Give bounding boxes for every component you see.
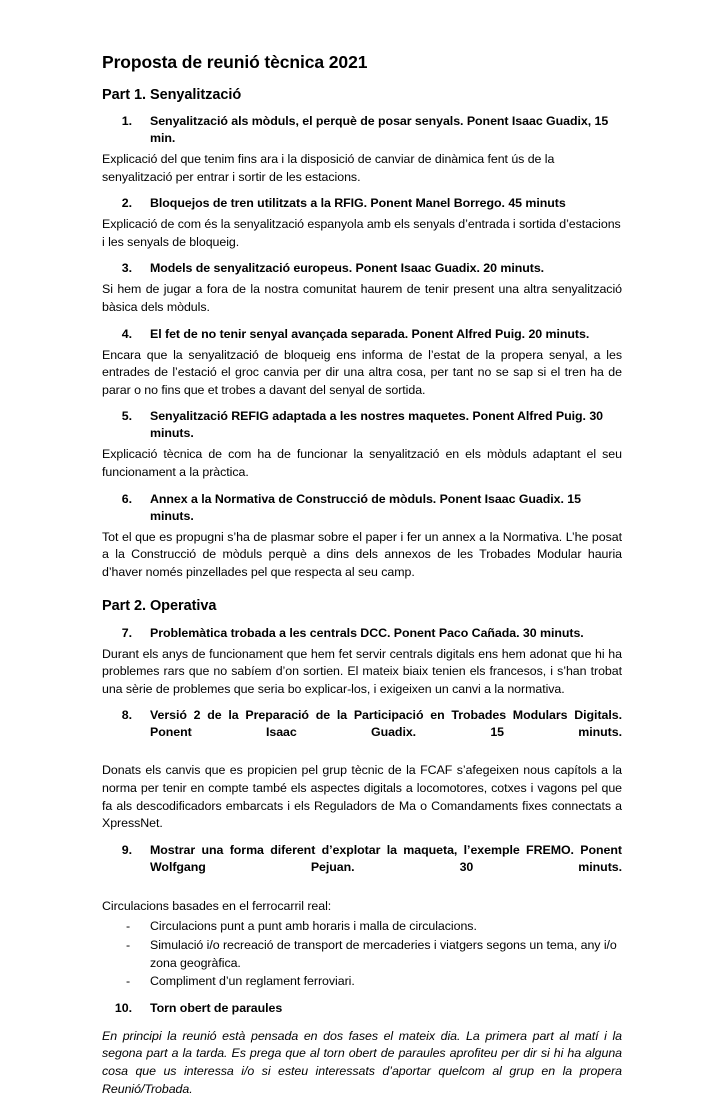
agenda-item-4 xyxy=(102,326,622,343)
agenda-item-9-description: Circulacions basades en el ferrocarril real: xyxy=(102,898,332,913)
agenda-item-7-number: 7. xyxy=(121,625,132,640)
circulations-sublist xyxy=(102,918,622,990)
agenda-item-4-description: Encara que la senyalització de bloqueig ens informa de l’estat de la propera senyal, a les entrades de l’estació el groc canvia per dir una altra cosa, per tant no se sap si el tren ha de parar o no fins que et trobes a davant del senyal de sortida. xyxy=(102,347,622,397)
agenda-item-1-title: Senyalització als mòduls, el perquè de posar senyals. Ponent Isaac Guadix, 15 min. xyxy=(150,114,609,145)
agenda-item-6-description: Tot el que es propugni s’ha de plasmar sobre el paper i fer un annex a la Normativa. L’he posat a la Construcció de mòduls perquè a dins dels annexos de les Trobades Modular hauria d’haver només pinzellades pel que respecta al seu camp. xyxy=(102,529,622,579)
agenda-item-7-description: Durant els anys de funcionament que hem fet servir centrals digitals ens hem adonat que hi ha problemes rars que no sabíem d’on sortien. El mateix biaix tenien els francesos, i s’han trobat una sèrie de problemes que seria bo explicar-los, i exigeixen un canvi a la normativa. xyxy=(102,646,622,696)
agenda-item-5-description: Explicació tècnica de com ha de funcionar la senyalització en els mòduls adaptant el seu funcionament a la pràctica. xyxy=(102,447,622,479)
dash-bullet-icon: - xyxy=(126,919,131,934)
agenda-item-4-title: El fet de no tenir senyal avançada separada. Ponent Alfred Puig. 20 minuts. xyxy=(150,326,590,341)
dash-bullet-icon: - xyxy=(126,937,131,952)
agenda-item-2-title: Bloquejos de tren utilitzats a la RFIG. Ponent Manel Borrego. 45 minuts xyxy=(150,196,566,211)
document-content xyxy=(102,52,622,1098)
list-item xyxy=(102,937,622,972)
agenda-item-10 xyxy=(102,1000,622,1017)
agenda-item-3 xyxy=(102,260,622,277)
agenda-item-8-number: 8. xyxy=(121,708,132,723)
agenda-item-5-title: Senyalització REFIG adaptada a les nostres maquetes. Ponent Alfred Puig. 30 minuts. xyxy=(150,409,603,441)
agenda-item-6-title: Annex a la Normativa de Construcció de mòduls. Ponent Isaac Guadix. 15 minuts. xyxy=(150,491,581,523)
agenda-item-3-title: Models de senyalització europeus. Ponent Isaac Guadix. 20 minuts. xyxy=(150,261,545,276)
agenda-item-2 xyxy=(102,195,622,212)
list-item xyxy=(102,918,622,936)
list-item-label: Compliment d’un reglament ferroviari. xyxy=(150,974,355,989)
agenda-item-6 xyxy=(102,491,622,525)
section-heading-part-2: Part 2. Operativa xyxy=(102,598,217,615)
agenda-item-9-number: 9. xyxy=(121,842,132,857)
agenda-item-9-title: Mostrar una forma diferent d’explotar la maqueta, l’exemple FREMO. Ponent Wolfgang Pejuan. 30 minuts. xyxy=(150,842,622,874)
agenda-item-2-number: 2. xyxy=(121,196,132,211)
agenda-item-5-number: 5. xyxy=(121,409,132,424)
agenda-item-2-description: Explicació de com és la senyalització espanyola amb els senyals d’entrada i sortida d’estacions i les senyals de bloqueig. xyxy=(102,217,621,249)
agenda-item-1 xyxy=(102,113,622,147)
list-item-label: Circulacions punt a punt amb horaris i malla de circulacions. xyxy=(150,919,477,934)
agenda-item-3-number: 3. xyxy=(121,261,132,276)
closing-note: En principi la reunió està pensada en dos fases el mateix dia. La primera part al matí i la segona part a la tarda. Es prega que al torn obert de paraules aprofiteu per dir si hi ha alguna cosa que us interessa i/o si esteu interessats d’aportar quelcom al grup en la propera Reunió/Trobada. xyxy=(102,1028,622,1096)
section-heading-part-1: Part 1. Senyalització xyxy=(102,86,242,103)
agenda-item-1-number: 1. xyxy=(121,114,132,128)
agenda-item-10-number: 10. xyxy=(114,1000,132,1015)
agenda-item-5 xyxy=(102,408,622,442)
agenda-item-6-number: 6. xyxy=(121,491,132,506)
list-item xyxy=(102,973,622,991)
agenda-item-10-title: Torn obert de paraules xyxy=(150,1000,283,1015)
agenda-item-7-title: Problemàtica trobada a les centrals DCC. Ponent Paco Cañada. 30 minuts. xyxy=(150,625,584,640)
agenda-item-8-title: Versió 2 de la Preparació de la Participació en Trobades Modulars Digitals. Ponent Isaac Guadix. 15 minuts. xyxy=(150,708,622,740)
agenda-item-8-description: Donats els canvis que es propicien pel grup tècnic de la FCAF s’afegeixen nous capítols a la norma per tenir en compte també els aspectes digitals a locomotores, cotxes i vagons pel que fa als descodificadors embarcats i els Reguladors de Ma o Comandaments fixes connectats a XpressNet. xyxy=(102,763,622,831)
agenda-item-7 xyxy=(102,625,622,642)
agenda-item-4-number: 4. xyxy=(121,326,132,341)
agenda-item-3-description: Si hem de jugar a fora de la nostra comunitat haurem de tenir present una altra senyalització bàsica dels mòduls. xyxy=(102,282,622,314)
agenda-item-1-description: Explicació del que tenim fins ara i la disposició de canviar de dinàmica fent ús de la senyalització per entrar i sortir de les estacions. xyxy=(102,151,555,184)
dash-bullet-icon: - xyxy=(126,974,131,989)
page-title: Proposta de reunió tècnica 2021 xyxy=(102,52,368,72)
list-item-label: Simulació i/o recreació de transport de mercaderies i viatgers segons un tema, any i/o zona geogràfica. xyxy=(150,937,617,970)
agenda-item-8 xyxy=(102,707,622,758)
agenda-item-9 xyxy=(102,842,622,893)
